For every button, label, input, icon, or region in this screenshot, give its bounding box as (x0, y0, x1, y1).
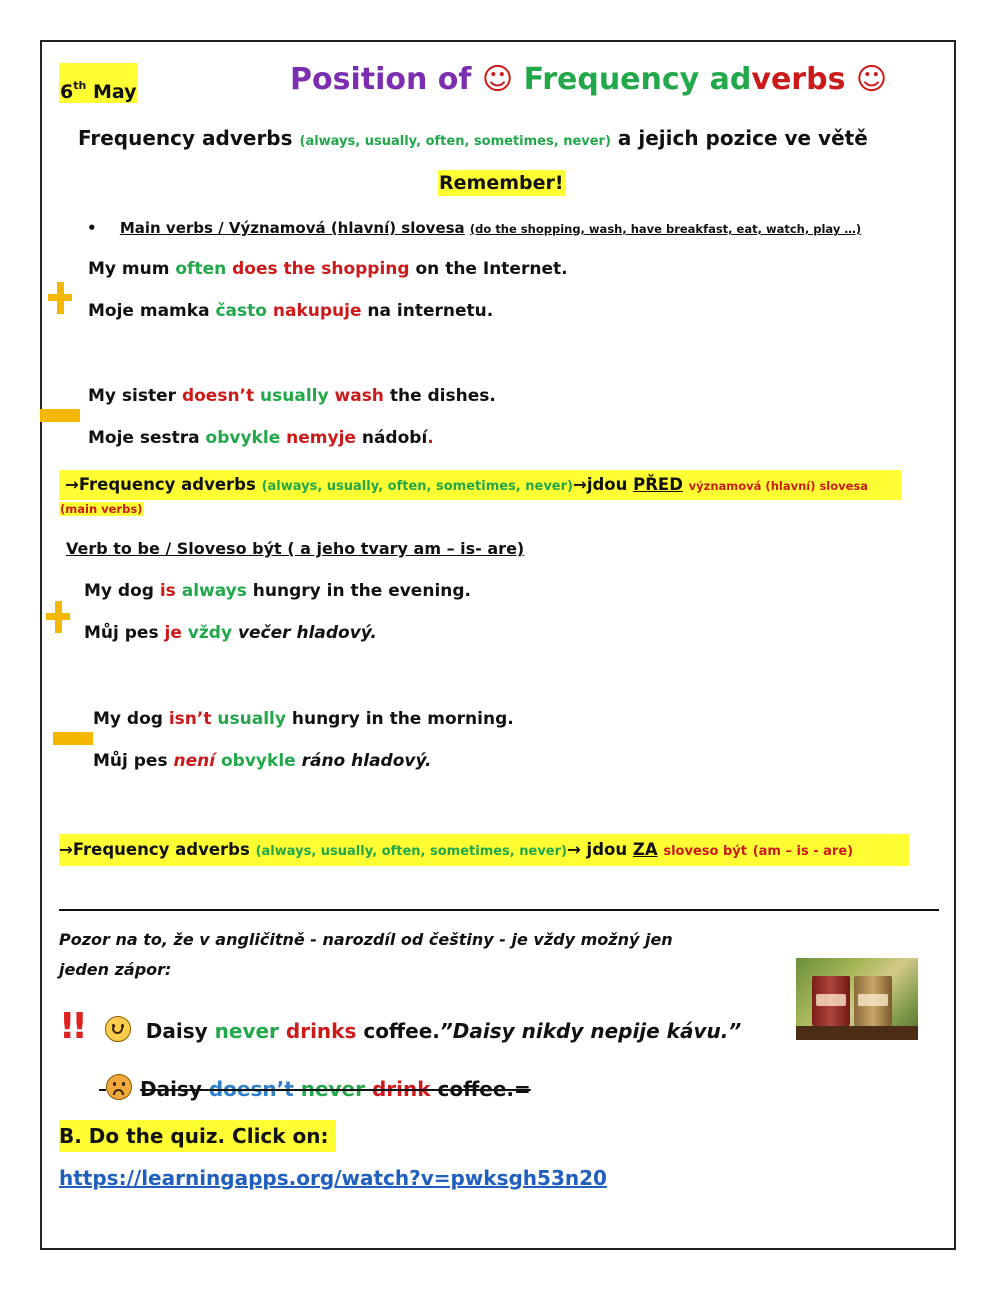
section-divider (59, 909, 939, 911)
note-line-2: jeden zápor: (59, 960, 172, 979)
page-title: Position of ☺ Frequency adverbs ☺ (290, 62, 888, 97)
example-be-negative-en: My dog isn’t usually hungry in the morning. (93, 709, 514, 729)
rule-main-verbs-cont: (main verbs) (60, 502, 143, 516)
example-main-positive-en: My mum often does the shopping on the Internet. (88, 259, 568, 279)
example-main-negative-cz: Moje sestra obvykle nemyje nádobí. (88, 428, 434, 448)
smiley-icon: ☺ (855, 62, 888, 97)
wrong-example: Daisy doesn’t never drink coffee.= (59, 1074, 531, 1101)
example-be-negative-cz: Můj pes není obvykle ráno hladový. (93, 751, 432, 771)
rule-verb-to-be: →Frequency adverbs (always, usually, often, sometimes, never)→ jdou ZA sloveso být (am – is - are) (59, 834, 909, 866)
minus-icon (40, 409, 80, 422)
smiley-icon: ☺ (481, 62, 514, 97)
date-label: 6th May (59, 63, 137, 103)
plus-icon (48, 282, 72, 314)
smiley-icon (105, 1016, 131, 1042)
main-verbs-heading: • Main verbs / Významová (hlavní) slovesa (do the shopping, wash, have breakfast, eat, watch, play …) (87, 219, 862, 237)
correct-example: !! Daisy never drinks coffee.”Daisy nikdy nepije kávu.” (59, 1006, 742, 1047)
remember-label: Remember! (439, 172, 564, 194)
verb-to-be-heading: Verb to be / Sloveso být ( a jeho tvary am – is- are) (66, 539, 525, 558)
example-main-positive-cz: Moje mamka často nakupuje na internetu. (88, 301, 494, 321)
plus-icon (46, 601, 70, 633)
quiz-label: B. Do the quiz. Click on: (59, 1120, 336, 1152)
rule-main-verbs: →Frequency adverbs (always, usually, often, sometimes, never)→jdou PŘED významová (hlavní) slovesa (59, 470, 901, 500)
minus-icon (53, 732, 93, 745)
coffee-cups-image (796, 958, 918, 1040)
example-main-negative-en: My sister doesn’t usually wash the dishes. (88, 386, 496, 406)
double-exclamation-icon: !! (59, 1006, 84, 1047)
intro-line: Frequency adverbs (always, usually, often, sometimes, never) a jejich pozice ve větě (78, 126, 868, 150)
example-be-positive-en: My dog is always hungry in the evening. (84, 581, 471, 601)
note-line-1: Pozor na to, že v angličitně - narozdíl od češtiny - je vždy možný jen (59, 930, 673, 949)
quiz-link[interactable]: https://learningapps.org/watch?v=pwksgh53n20 (59, 1166, 607, 1190)
sad-face-icon (106, 1074, 132, 1100)
example-be-positive-cz: Můj pes je vždy večer hladový. (84, 623, 377, 643)
